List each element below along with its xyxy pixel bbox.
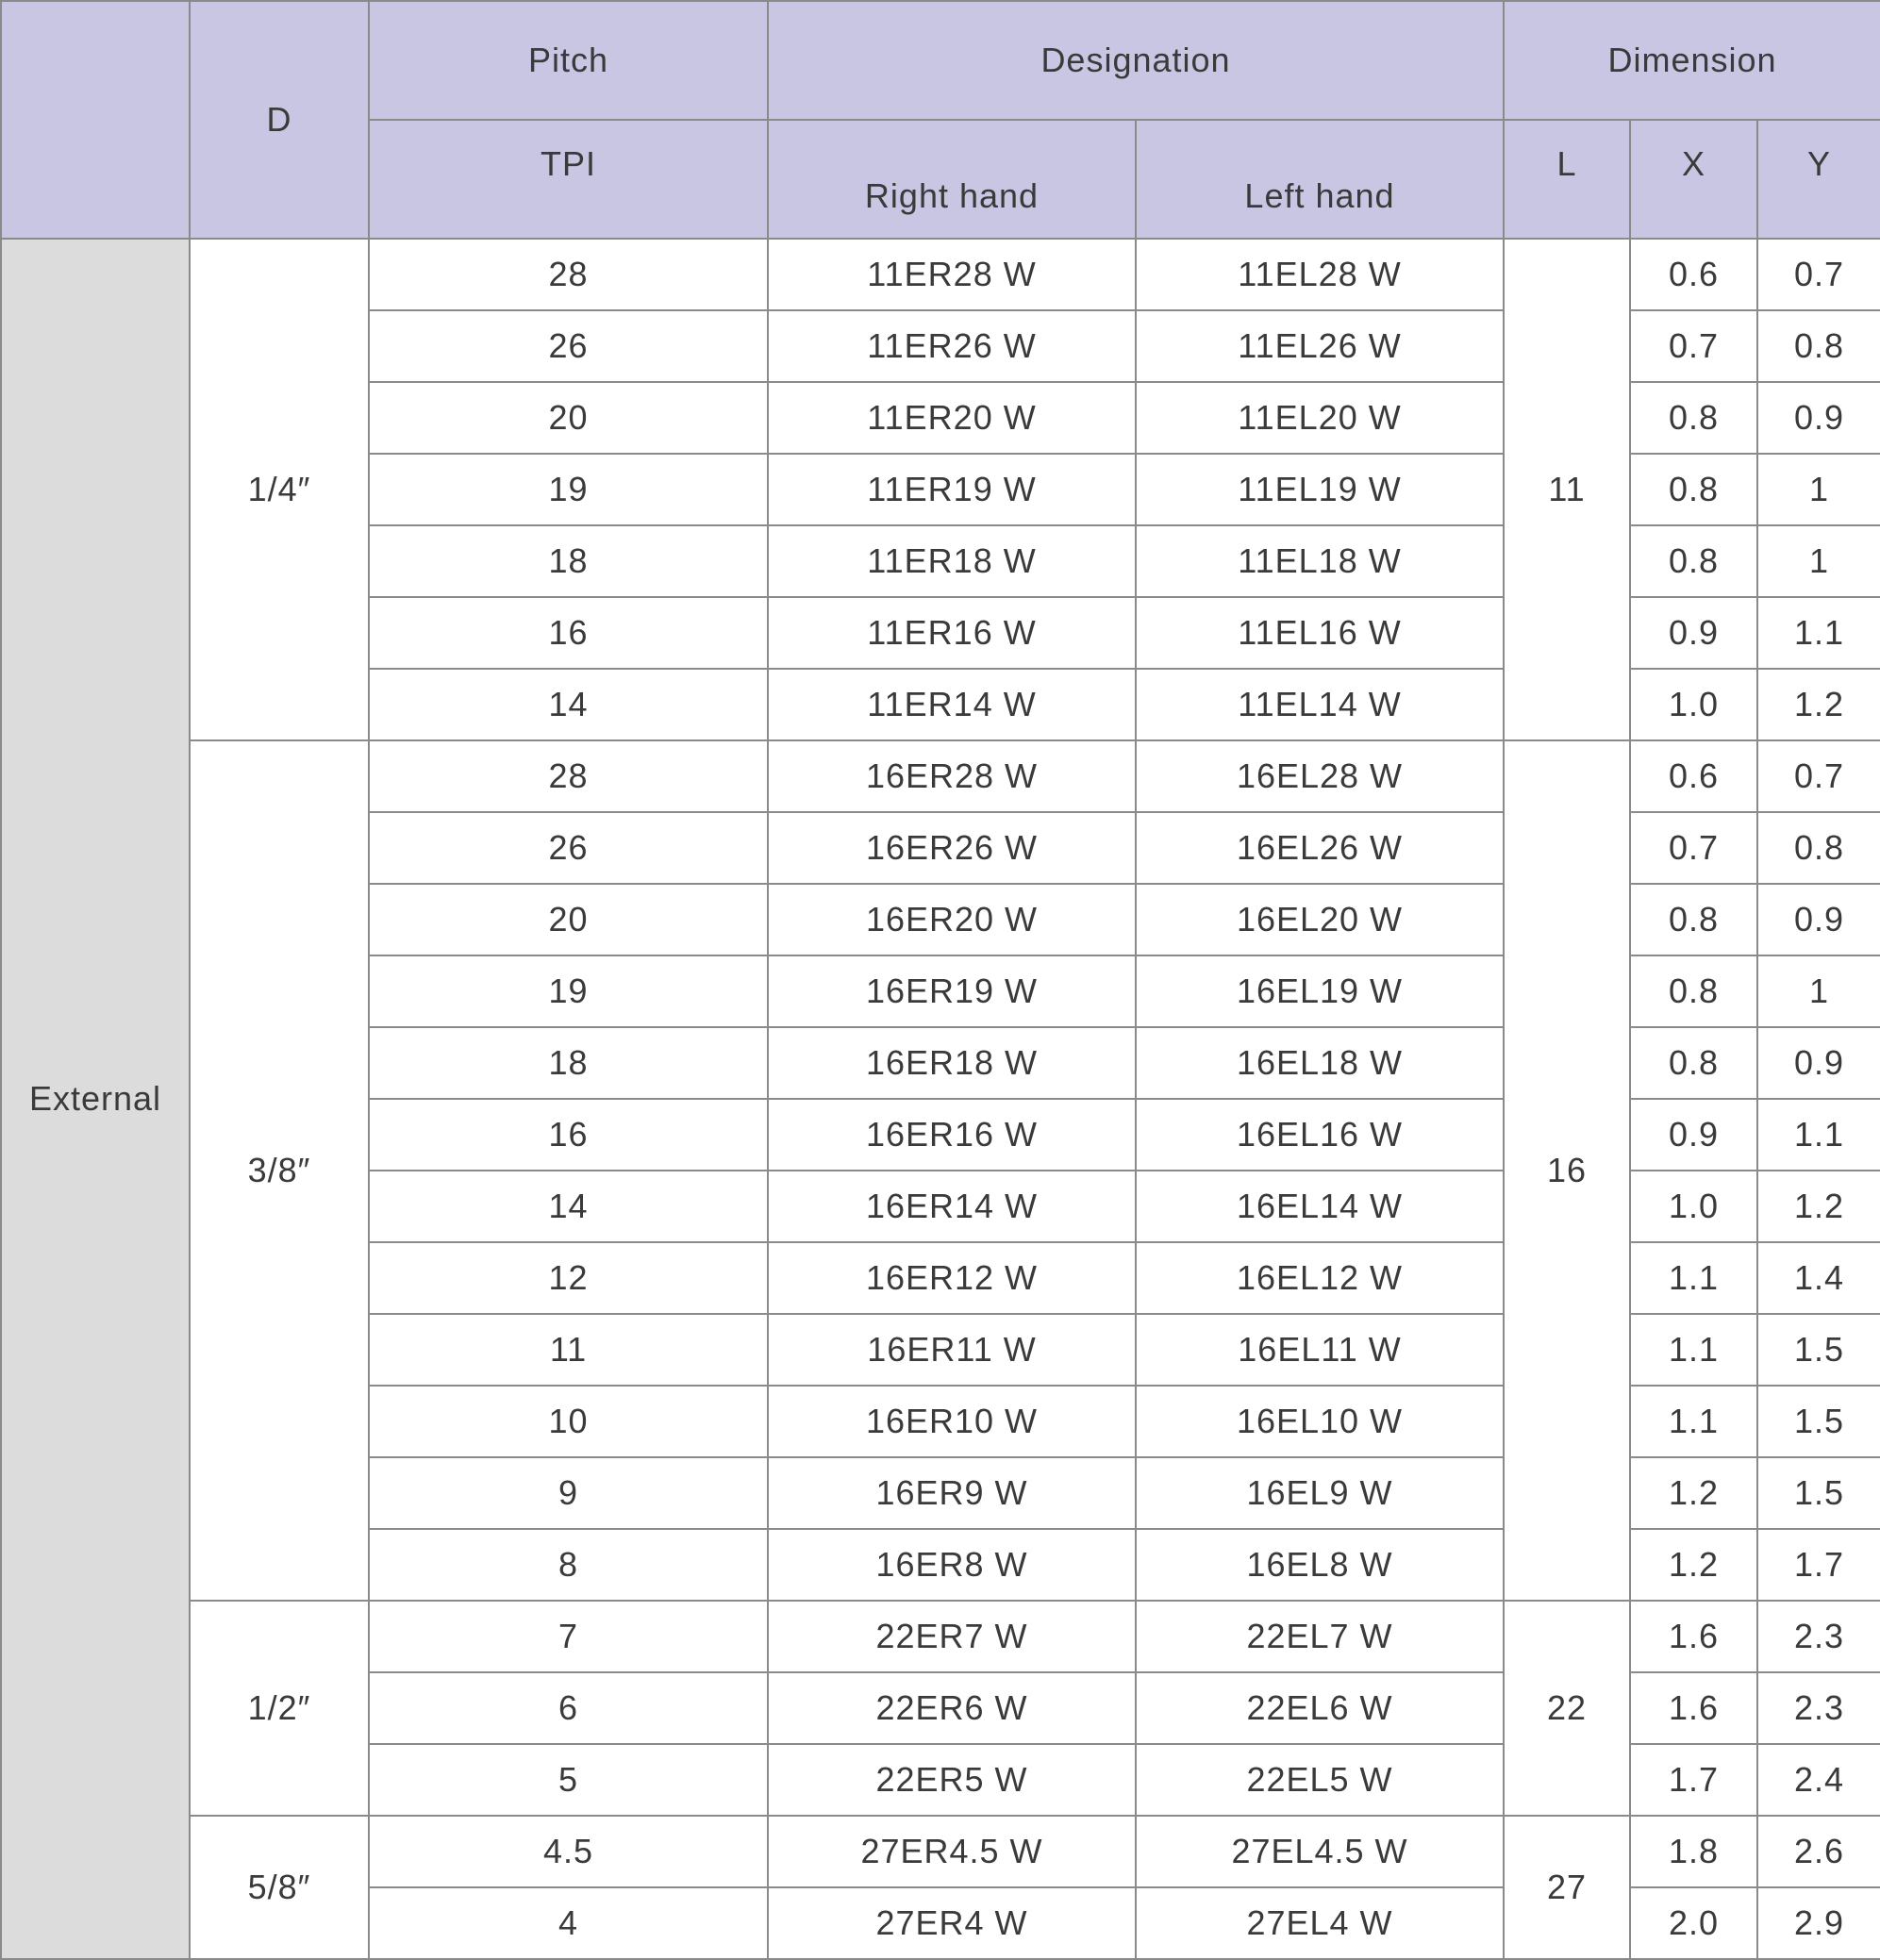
left-hand-cell: 16EL8 W	[1136, 1529, 1504, 1601]
left-hand-cell: 16EL9 W	[1136, 1457, 1504, 1529]
l-cell: 27	[1504, 1816, 1630, 1959]
tpi-cell: 20	[369, 884, 768, 955]
col-header-pitch: Pitch	[369, 1, 768, 120]
y-cell: 1.5	[1757, 1457, 1880, 1529]
x-cell: 1.7	[1630, 1744, 1757, 1816]
x-cell: 1.8	[1630, 1816, 1757, 1887]
tpi-cell: 12	[369, 1242, 768, 1314]
left-hand-cell: 11EL18 W	[1136, 525, 1504, 597]
left-hand-cell: 16EL20 W	[1136, 884, 1504, 955]
x-cell: 0.7	[1630, 310, 1757, 382]
right-hand-cell: 22ER7 W	[768, 1601, 1136, 1672]
x-cell: 2.0	[1630, 1887, 1757, 1959]
y-cell: 0.7	[1757, 740, 1880, 812]
right-hand-cell: 16ER19 W	[768, 955, 1136, 1027]
left-hand-cell: 16EL11 W	[1136, 1314, 1504, 1386]
y-cell: 0.8	[1757, 310, 1880, 382]
y-cell: 1.2	[1757, 669, 1880, 740]
right-hand-cell: 16ER18 W	[768, 1027, 1136, 1099]
tpi-cell: 4	[369, 1887, 768, 1959]
right-hand-cell: 11ER20 W	[768, 382, 1136, 454]
x-cell: 0.7	[1630, 812, 1757, 884]
left-hand-cell: 11EL28 W	[1136, 239, 1504, 310]
x-cell: 0.6	[1630, 740, 1757, 812]
y-cell: 1.5	[1757, 1314, 1880, 1386]
y-cell: 1	[1757, 454, 1880, 525]
col-header-tpi	[369, 120, 768, 239]
col-header-designation: Designation	[768, 1, 1504, 120]
header-row-1	[1, 1, 1880, 120]
left-hand-cell: 16EL12 W	[1136, 1242, 1504, 1314]
table-row	[1, 740, 1880, 812]
x-cell: 1.2	[1630, 1529, 1757, 1601]
tpi-cell: 14	[369, 1171, 768, 1242]
left-hand-cell: 27EL4.5 W	[1136, 1816, 1504, 1887]
left-hand-cell: 27EL4 W	[1136, 1887, 1504, 1959]
y-cell: 1.7	[1757, 1529, 1880, 1601]
x-cell: 1.1	[1630, 1314, 1757, 1386]
right-hand-cell: 16ER28 W	[768, 740, 1136, 812]
col-header-dimension: Dimension	[1504, 1, 1880, 120]
tpi-cell: 26	[369, 310, 768, 382]
x-cell: 0.8	[1630, 955, 1757, 1027]
left-hand-cell: 11EL20 W	[1136, 382, 1504, 454]
tpi-cell: 11	[369, 1314, 768, 1386]
tpi-cell: 18	[369, 1027, 768, 1099]
left-hand-cell: 16EL14 W	[1136, 1171, 1504, 1242]
x-cell: 0.6	[1630, 239, 1757, 310]
x-cell: 0.8	[1630, 525, 1757, 597]
y-cell: 2.9	[1757, 1887, 1880, 1959]
y-cell: 0.9	[1757, 1027, 1880, 1099]
col-header-l-label: L	[1556, 144, 1577, 183]
d-cell: 3/8″	[190, 740, 369, 1601]
tpi-cell: 26	[369, 812, 768, 884]
tpi-cell: 9	[369, 1457, 768, 1529]
x-cell: 1.0	[1630, 669, 1757, 740]
l-cell: 16	[1504, 740, 1630, 1601]
right-hand-cell: 16ER12 W	[768, 1242, 1136, 1314]
right-hand-cell: 11ER14 W	[768, 669, 1136, 740]
y-cell: 1.2	[1757, 1171, 1880, 1242]
x-cell: 0.8	[1630, 884, 1757, 955]
tpi-cell: 6	[369, 1672, 768, 1744]
left-hand-cell: 11EL16 W	[1136, 597, 1504, 669]
right-hand-cell: 11ER19 W	[768, 454, 1136, 525]
category-cell: External	[1, 239, 190, 1959]
col-header-x	[1630, 120, 1757, 239]
col-header-x-label: X	[1681, 144, 1705, 183]
l-cell: 11	[1504, 239, 1630, 740]
x-cell: 0.9	[1630, 1099, 1757, 1171]
tpi-cell: 19	[369, 955, 768, 1027]
left-hand-cell: 11EL14 W	[1136, 669, 1504, 740]
x-cell: 1.6	[1630, 1672, 1757, 1744]
x-cell: 0.8	[1630, 1027, 1757, 1099]
right-hand-cell: 11ER16 W	[768, 597, 1136, 669]
right-hand-cell: 16ER26 W	[768, 812, 1136, 884]
l-cell: 22	[1504, 1601, 1630, 1816]
right-hand-cell: 16ER14 W	[768, 1171, 1136, 1242]
col-header-left-hand-label: Left hand	[1244, 176, 1395, 215]
y-cell: 2.3	[1757, 1601, 1880, 1672]
tpi-cell: 10	[369, 1386, 768, 1457]
table-row	[1, 239, 1880, 310]
table-body	[1, 239, 1880, 1959]
y-cell: 1	[1757, 525, 1880, 597]
right-hand-cell: 16ER20 W	[768, 884, 1136, 955]
d-cell: 1/4″	[190, 239, 369, 740]
y-cell: 2.4	[1757, 1744, 1880, 1816]
y-cell: 2.3	[1757, 1672, 1880, 1744]
table-row	[1, 1601, 1880, 1672]
x-cell: 1.1	[1630, 1386, 1757, 1457]
left-hand-cell: 22EL5 W	[1136, 1744, 1504, 1816]
tpi-cell: 18	[369, 525, 768, 597]
left-hand-cell: 16EL18 W	[1136, 1027, 1504, 1099]
left-hand-cell: 16EL26 W	[1136, 812, 1504, 884]
col-header-y	[1757, 120, 1880, 239]
y-cell: 1.5	[1757, 1386, 1880, 1457]
col-header-tpi-label: TPI	[540, 144, 596, 183]
y-cell: 0.8	[1757, 812, 1880, 884]
tpi-cell: 7	[369, 1601, 768, 1672]
tpi-cell: 5	[369, 1744, 768, 1816]
x-cell: 0.9	[1630, 597, 1757, 669]
tpi-cell: 8	[369, 1529, 768, 1601]
tpi-cell: 28	[369, 239, 768, 310]
tpi-cell: 28	[369, 740, 768, 812]
table-header	[1, 1, 1880, 239]
x-cell: 1.6	[1630, 1601, 1757, 1672]
left-hand-cell: 11EL19 W	[1136, 454, 1504, 525]
left-hand-cell: 22EL7 W	[1136, 1601, 1504, 1672]
tpi-cell: 4.5	[369, 1816, 768, 1887]
col-header-d: D	[190, 1, 369, 239]
y-cell: 1.4	[1757, 1242, 1880, 1314]
right-hand-cell: 11ER18 W	[768, 525, 1136, 597]
category-header-cell	[1, 1, 190, 239]
x-cell: 1.2	[1630, 1457, 1757, 1529]
tpi-cell: 16	[369, 597, 768, 669]
right-hand-cell: 16ER9 W	[768, 1457, 1136, 1529]
col-header-right-hand-label: Right hand	[864, 176, 1040, 215]
right-hand-cell: 27ER4.5 W	[768, 1816, 1136, 1887]
right-hand-cell: 11ER26 W	[768, 310, 1136, 382]
tpi-cell: 14	[369, 669, 768, 740]
col-header-right-hand	[768, 120, 1136, 239]
x-cell: 0.8	[1630, 454, 1757, 525]
tpi-cell: 20	[369, 382, 768, 454]
y-cell: 0.9	[1757, 884, 1880, 955]
y-cell: 0.9	[1757, 382, 1880, 454]
right-hand-cell: 16ER10 W	[768, 1386, 1136, 1457]
y-cell: 1.1	[1757, 1099, 1880, 1171]
y-cell: 1	[1757, 955, 1880, 1027]
table-row	[1, 1816, 1880, 1887]
right-hand-cell: 11ER28 W	[768, 239, 1136, 310]
tpi-cell: 16	[369, 1099, 768, 1171]
y-cell: 2.6	[1757, 1816, 1880, 1887]
col-header-y-label: Y	[1806, 144, 1831, 183]
col-header-left-hand	[1136, 120, 1504, 239]
y-cell: 1.1	[1757, 597, 1880, 669]
y-cell: 0.7	[1757, 239, 1880, 310]
right-hand-cell: 16ER16 W	[768, 1099, 1136, 1171]
left-hand-cell: 16EL28 W	[1136, 740, 1504, 812]
x-cell: 0.8	[1630, 382, 1757, 454]
col-header-l	[1504, 120, 1630, 239]
left-hand-cell: 16EL19 W	[1136, 955, 1504, 1027]
right-hand-cell: 16ER8 W	[768, 1529, 1136, 1601]
x-cell: 1.1	[1630, 1242, 1757, 1314]
d-cell: 1/2″	[190, 1601, 369, 1816]
x-cell: 1.0	[1630, 1171, 1757, 1242]
right-hand-cell: 22ER5 W	[768, 1744, 1136, 1816]
left-hand-cell: 22EL6 W	[1136, 1672, 1504, 1744]
right-hand-cell: 27ER4 W	[768, 1887, 1136, 1959]
left-hand-cell: 16EL16 W	[1136, 1099, 1504, 1171]
right-hand-cell: 16ER11 W	[768, 1314, 1136, 1386]
right-hand-cell: 22ER6 W	[768, 1672, 1136, 1744]
left-hand-cell: 16EL10 W	[1136, 1386, 1504, 1457]
d-cell: 5/8″	[190, 1816, 369, 1959]
left-hand-cell: 11EL26 W	[1136, 310, 1504, 382]
tpi-cell: 19	[369, 454, 768, 525]
